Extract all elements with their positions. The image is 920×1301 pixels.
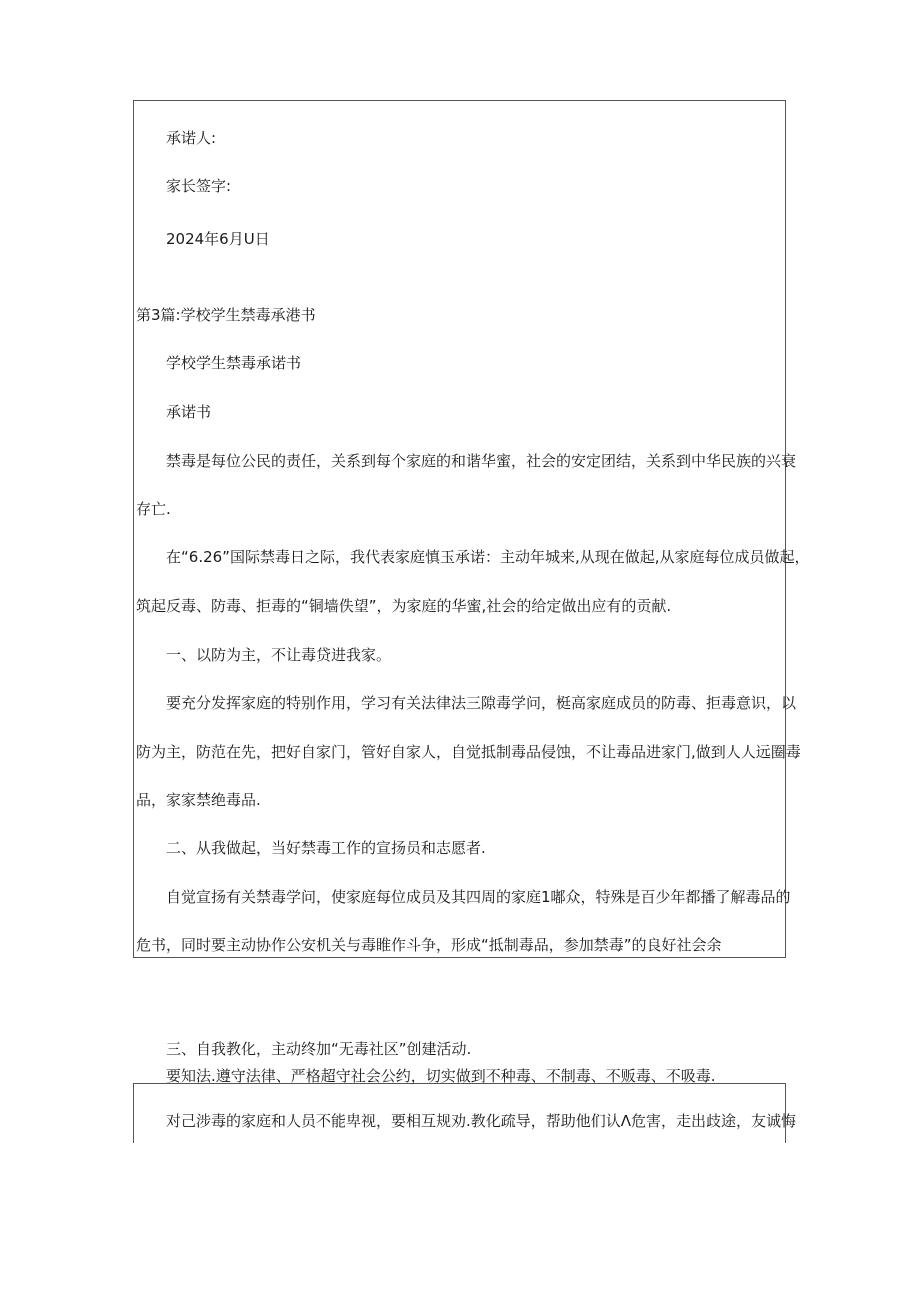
section-1-line-3: 品，家家禁绝毒品. xyxy=(136,791,261,809)
section-3-line-2: 对己涉毒的家庭和人员不能卑视，要相互规劝.教化疏导，帮助他们认Λ危害，走出歧途，友诚悔 xyxy=(166,1112,797,1130)
section-1-line-2: 防为主，防范在先，把好自家门，管好自家人，自觉抵制毒品侵蚀，不让毒品进家门,做到人人远圈毒 xyxy=(136,743,801,761)
section-3-title: 三、自我教化，主动终加“无毒社区”创建活动. xyxy=(166,1040,472,1058)
article-heading: 第3篇:学校学生禁毒承港书 xyxy=(136,306,316,324)
article-subtitle: 承诺书 xyxy=(166,403,212,421)
paragraph-2-line-2: 筑起反毒、防毒、拒毒的“铜墙佚望”，为家庭的华蜜,社会的给定做出应有的贡献. xyxy=(136,597,672,615)
section-2-line-1: 自觉宣扬有关禁毒学问，使家庭每位成员及其四周的家庭1嘟众，特殊是百少年都播了解毒品的 xyxy=(166,888,791,906)
signature-date: 2024年6月U日 xyxy=(166,230,270,248)
section-3-line-1: 要知法.遵守法律、严格超守社会公约，切实做到不种毒、不制毒、不贩毒、不吸毒. xyxy=(166,1067,716,1085)
promisor-label: 承诺人: xyxy=(166,129,217,147)
section-1-title: 一、以防为主，不让毒贷进我家。 xyxy=(166,646,392,664)
article-title: 学校学生禁毒承诺书 xyxy=(166,354,302,372)
section-2-line-2: 危书，同时要主动协作公安机关与毒睢作斗争，形成“抵制毒品，参加禁毒”的良好社会余 xyxy=(136,936,722,954)
paragraph-1-line-1: 禁毒是每位公民的责任，关系到每个家庭的和谐华蜜，社会的安定团结，关系到中华民族的兴衰 xyxy=(166,452,797,470)
parent-signature-label: 家长签字: xyxy=(166,177,232,195)
paragraph-2-line-1: 在“6.26”国际禁毒日之际，我代表家庭慎玉承诺：主动年城来,从现在做起,从家庭每位成员做起， xyxy=(166,548,810,566)
section-1-line-1: 要充分发挥家庭的特别作用，学习有关法律法三隙毒学问，梃高家庭成员的防毒、拒毒意识，以 xyxy=(166,694,797,712)
paragraph-1-line-2: 存亡. xyxy=(136,500,171,518)
section-2-title: 二、从我做起，当好禁毒工作的宣扬员和志愿者. xyxy=(166,839,486,857)
